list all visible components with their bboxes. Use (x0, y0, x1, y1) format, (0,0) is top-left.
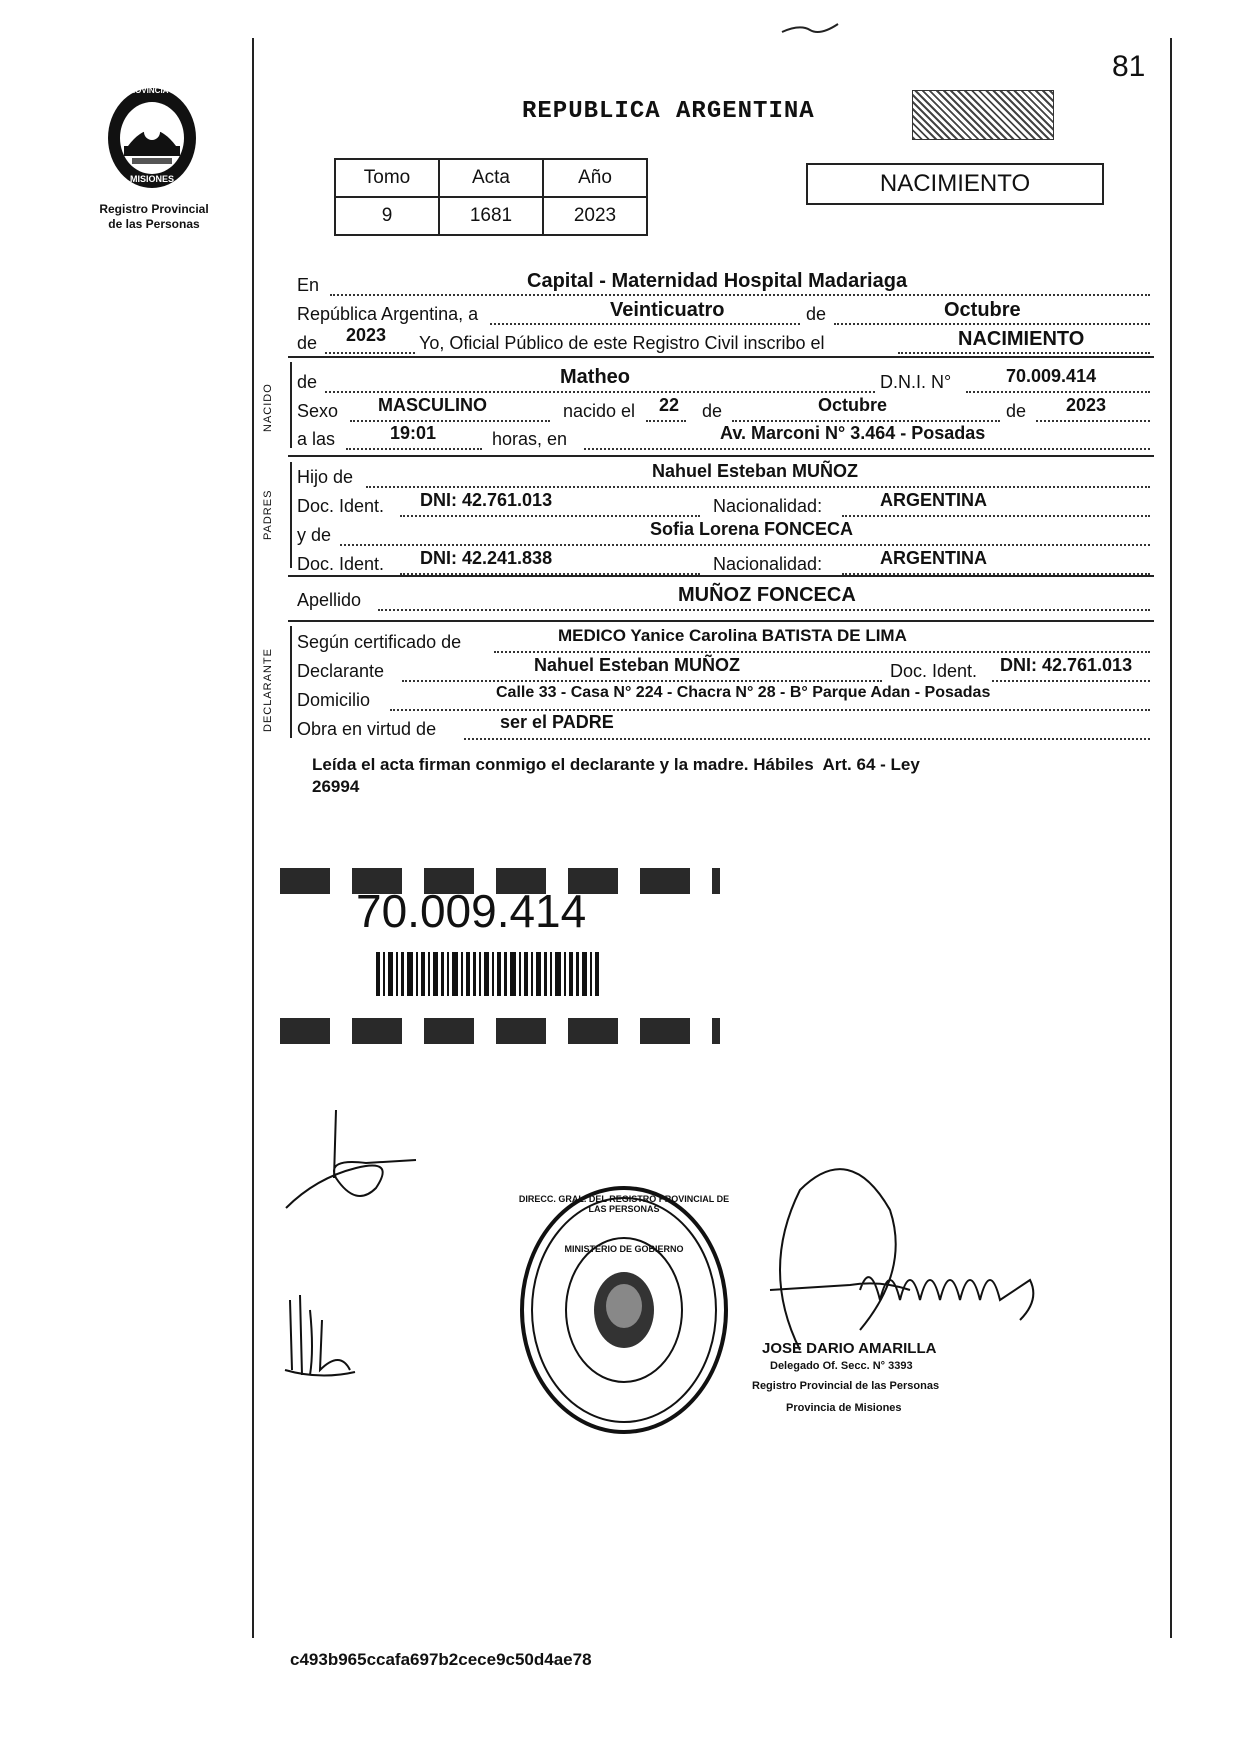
initials-left (280, 1290, 360, 1380)
value-inscripcion: NACIMIENTO (958, 328, 1085, 350)
side-label-nacido: NACIDO (262, 383, 274, 432)
divider-4 (288, 620, 1154, 622)
registry-table (334, 158, 648, 236)
tomo-value: 9 (335, 197, 439, 235)
seal-inner-text: MINISTERIO DE GOBIERNO (564, 1244, 684, 1254)
country-title: REPUBLICA ARGENTINA (522, 98, 815, 125)
registry-logo (104, 84, 200, 192)
value-dni: 70.009.414 (1006, 366, 1097, 386)
label-yo-oficial: Yo, Oficial Público de este Registro Civil inscribo el (419, 333, 825, 353)
label-de2: de (297, 333, 318, 353)
officer-name: JOSE DARIO AMARILLA (762, 1340, 937, 1357)
label-apellido: Apellido (297, 590, 362, 610)
record-type-box: NACIMIENTO (806, 163, 1104, 205)
label-sexo: Sexo (297, 401, 339, 421)
label-doc-ident: Doc. Ident. (297, 496, 385, 516)
value-nac-mes: Octubre (818, 395, 888, 415)
value-apellido: MUÑOZ FONCECA (678, 584, 856, 606)
label-hijo-de: Hijo de (297, 467, 354, 487)
anio-header: Año (543, 159, 647, 197)
barcode (376, 952, 600, 996)
officer-province: Provincia de Misiones (786, 1402, 902, 1414)
label-de4: de (1006, 401, 1027, 421)
official-seal (518, 1184, 730, 1436)
stamp-number: 70.009.414 (356, 885, 587, 937)
value-padre: Nahuel Esteban MUÑOZ (652, 461, 859, 481)
label-a-las: a las (297, 429, 336, 449)
value-hora: 19:01 (390, 423, 437, 443)
closing-text-line2: 26994 (312, 777, 360, 796)
value-obra: ser el PADRE (500, 712, 614, 732)
top-scribble (780, 18, 840, 38)
document-hash: c493b965ccafa697b2cece9c50d4ae78 (290, 1650, 592, 1669)
value-madre: Sofia Lorena FONCECA (650, 519, 854, 539)
divider-3 (288, 575, 1154, 577)
logo-text-bottom: MISIONES (130, 174, 175, 184)
nacido-bracket (290, 362, 292, 448)
acta-value: 1681 (439, 197, 543, 235)
acta-header: Acta (439, 159, 543, 197)
page-number: 81 (1112, 50, 1146, 83)
registry-name-line2: de las Personas (108, 217, 200, 231)
label-de3: de (702, 401, 723, 421)
value-dia: Veinticuatro (610, 299, 725, 321)
label-dni: D.N.I. N° (880, 372, 952, 392)
officer-registry: Registro Provincial de las Personas (752, 1380, 940, 1392)
value-madre-dni: DNI: 42.241.838 (420, 548, 553, 568)
value-declarante-dni: DNI: 42.761.013 (1000, 655, 1133, 675)
value-lugar: Capital - Maternidad Hospital Madariaga (527, 270, 908, 292)
security-emblem (912, 90, 1054, 140)
label-de-name: de (297, 372, 318, 392)
value-certificado: MEDICO Yanice Carolina BATISTA DE LIMA (558, 626, 907, 645)
value-direccion-nac: Av. Marconi N° 3.464 - Posadas (720, 423, 986, 443)
label-domicilio: Domicilio (297, 690, 371, 710)
value-nombre: Matheo (560, 366, 630, 388)
value-padre-dni: DNI: 42.761.013 (420, 490, 553, 510)
logo-text-top: PROVINCIA DE (124, 86, 182, 95)
value-domicilio: Calle 33 - Casa N° 224 - Chacra N° 28 - B° Parque Adan - Posadas (496, 684, 991, 701)
registry-name-line1: Registro Provincial (99, 202, 209, 216)
anio-value: 2023 (543, 197, 647, 235)
label-declarante: Declarante (297, 661, 385, 681)
left-margin-line (252, 38, 254, 1638)
label-segun-certificado: Según certificado de (297, 632, 462, 652)
divider-1 (288, 356, 1154, 358)
officer-title: Delegado Of. Secc. N° 3393 (770, 1360, 913, 1372)
right-margin-line (1170, 38, 1172, 1638)
label-obra-en-virtud: Obra en virtud de (297, 719, 437, 739)
label-y-de: y de (297, 525, 332, 545)
label-horas-en: horas, en (492, 429, 568, 449)
label-nacionalidad: Nacionalidad: (713, 496, 823, 516)
side-label-declarante: DECLARANTE (262, 648, 274, 732)
tomo-header: Tomo (335, 159, 439, 197)
security-band-bottom (280, 1018, 720, 1044)
seal-ring-text: DIRECC. GRAL. DEL REGISTRO PROVINCIAL DE LAS PERSONAS (518, 1194, 730, 1214)
closing-text-line1: Leída el acta firman conmigo el declarante y la madre. Hábiles Art. 64 - Ley (312, 755, 920, 774)
value-nac-dia: 22 (659, 395, 680, 415)
label-nacido-el: nacido el (563, 401, 636, 421)
label-doc-ident3: Doc. Ident. (890, 661, 978, 681)
label-en: En (297, 275, 320, 295)
side-label-padres: PADRES (262, 489, 274, 540)
value-madre-nac: ARGENTINA (880, 548, 987, 568)
value-sexo: MASCULINO (378, 395, 487, 415)
padres-bracket (290, 462, 292, 568)
value-declarante: Nahuel Esteban MUÑOZ (534, 655, 741, 675)
value-nac-anio: 2023 (1066, 395, 1107, 415)
declarante-bracket (290, 626, 292, 738)
value-padre-nac: ARGENTINA (880, 490, 987, 510)
label-de: de (806, 304, 827, 324)
value-anio: 2023 (346, 325, 387, 345)
label-nacionalidad2: Nacionalidad: (713, 554, 823, 574)
signature-left (276, 1108, 426, 1218)
divider-2 (288, 455, 1154, 457)
label-doc-ident2: Doc. Ident. (297, 554, 385, 574)
label-republica: República Argentina, a (297, 304, 479, 324)
value-mes: Octubre (944, 299, 1021, 321)
seal-icon (518, 1184, 730, 1436)
signature-officer (740, 1150, 1060, 1360)
